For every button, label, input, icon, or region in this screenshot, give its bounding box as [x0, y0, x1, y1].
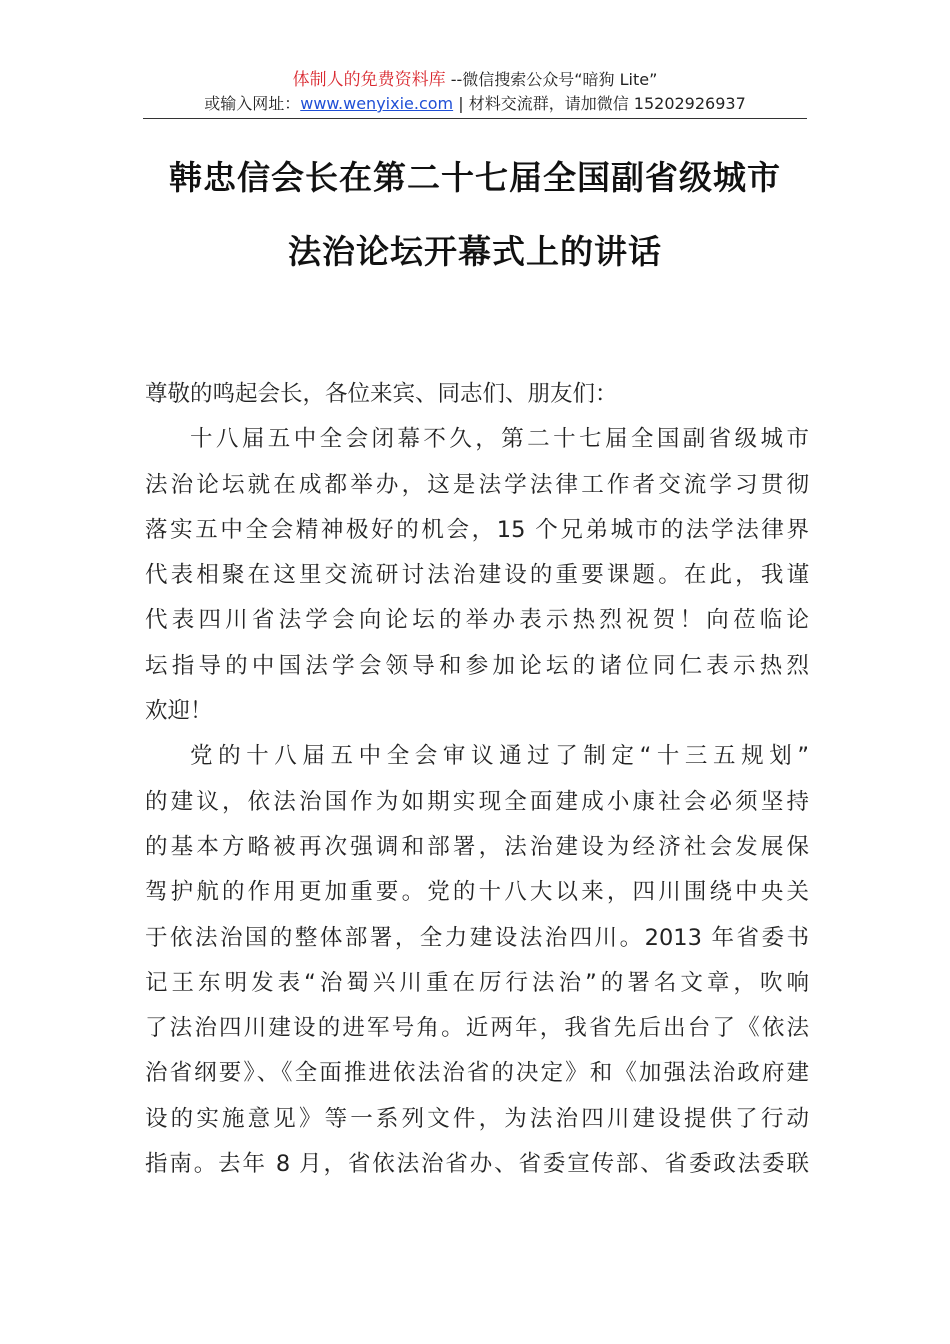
header-tagline: --微信搜索公众号“暗狗 Lite”: [445, 70, 658, 89]
salutation: 尊敬的鸣起会长，各位来宾、同志们、朋友们：: [145, 381, 618, 407]
header-url-prefix: 或输入网址：: [204, 94, 301, 113]
paragraph-1-line: 十八届五中全会闭幕不久，第二十七届全国副省级城市: [190, 426, 809, 453]
document-title-line-2: 法治论坛开幕式上的讲话: [288, 232, 662, 271]
header-url-link[interactable]: www.wenyixie.com: [300, 94, 454, 113]
paragraph-1-line: 落实五中全会精神极好的机会，15 个兄弟城市的法学法律界: [145, 516, 809, 543]
header-line-1: [0, 68, 950, 92]
paragraph-2-line: 驾护航的作用更加重要。党的十八大以来，四川围绕中央关: [145, 879, 809, 906]
paragraph-2-line: 设的实施意见》等一系列文件，为法治四川建设提供了行动: [145, 1105, 809, 1132]
paragraph-2-line: 了法治四川建设的进军号角。近两年，我省先后出台了《依法: [145, 1015, 809, 1042]
paragraph-2-line: 记王东明发表“治蜀兴川重在厉行法治”的署名文章，吹响: [145, 969, 809, 996]
paragraph-2-line: 党的十八届五中全会审议通过了制定“十三五规划”: [190, 743, 809, 770]
header-brand: 体制人的免费资料库: [292, 70, 446, 90]
watermark-header: [0, 68, 950, 116]
paragraph-1-line: 欢迎！: [145, 698, 213, 725]
document-title-line-1: 韩忠信会长在第二十七届全国副省级城市: [169, 158, 781, 197]
paragraph-2-line: 的基本方略被再次强调和部署，法治建设为经济社会发展保: [145, 833, 809, 860]
paragraph-2-line: 治省纲要》、《全面推进依法治省的决定》和《加强法治政府建: [145, 1060, 809, 1087]
paragraph-2-line: 的建议，依法治国作为如期实现全面建成小康社会必须坚持: [145, 788, 809, 815]
paragraph-1-line: 代表四川省法学会向论坛的举办表示热烈祝贺！向莅临论: [145, 607, 809, 634]
header-line-2: [0, 92, 950, 116]
header-divider: [143, 118, 807, 119]
paragraph-1-line: 代表相聚在这里交流研讨法治建设的重要课题。在此，我谨: [145, 562, 809, 589]
header-url-suffix: | 材料交流群，请加微信 15202926937: [453, 94, 746, 113]
paragraph-2-line: 于依法治国的整体部署，全力建设法治四川。2013 年省委书: [145, 924, 809, 951]
paragraph-2-line: 指南。去年 8 月，省依法治省办、省委宣传部、省委政法委联: [145, 1151, 809, 1178]
paragraph-1-line: 法治论坛就在成都举办，这是法学法律工作者交流学习贯彻: [145, 471, 809, 498]
document-body: [145, 372, 809, 1187]
paragraph-1-line: 坛指导的中国法学会领导和参加论坛的诸位同仁表示热烈: [145, 652, 809, 679]
